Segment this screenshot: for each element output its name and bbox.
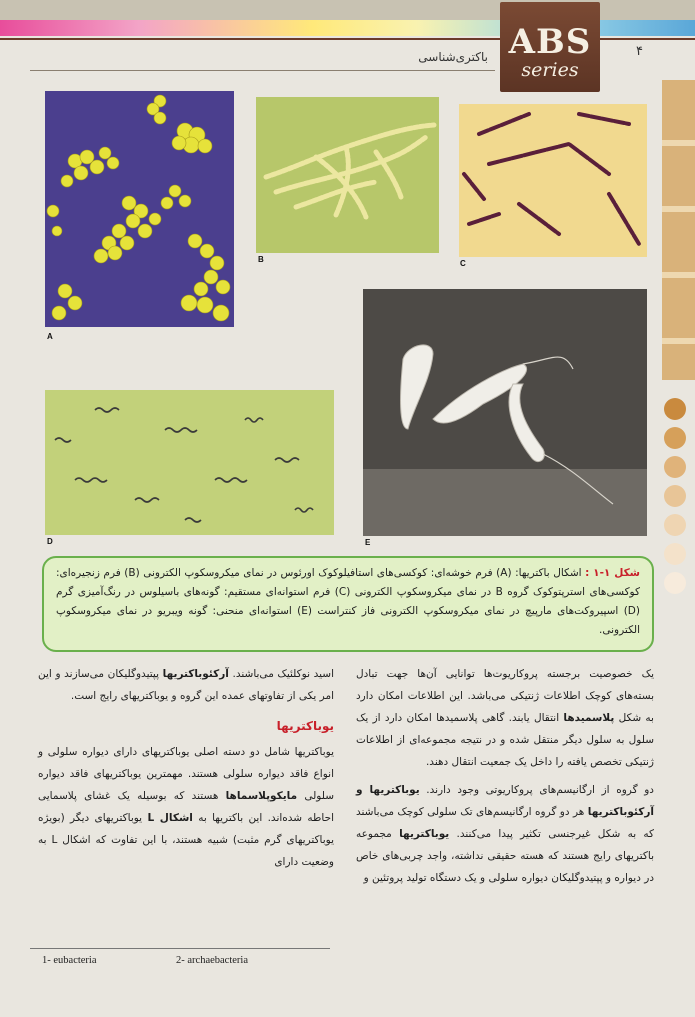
figure-photo-d: [45, 390, 334, 535]
figure-label-d: D: [47, 537, 53, 546]
figure-photo-e: [363, 289, 647, 536]
footnote-1: 1- eubacteria: [42, 955, 97, 966]
edge-tab-strip: [662, 80, 695, 380]
figure-photo-a: [45, 91, 234, 327]
page-number: ۴: [636, 44, 643, 59]
edge-dots: [664, 398, 686, 601]
abs-series-logo: [500, 2, 600, 92]
figure-photo-b: [256, 97, 439, 253]
figure-label-c: C: [460, 259, 466, 268]
subheading: یوباکتریها: [276, 719, 334, 733]
left-text-column: [38, 663, 334, 879]
figure-photo-c: [459, 104, 647, 257]
right-text-column: [356, 663, 654, 895]
paragraph: دو گروه از ارگانیسم‌های پروکاریوتی وجود دارند. یوباکتریها و آرکئوباکتریها هر دو گروه ارگانیسم‌های تک سلولی کوچک می‌باشند که به شکل غیرجنسی تکثیر پیدا می‌کنند. یوباکتریها مجموعه باکتریهای رایج هستند که هسته حقیقی نداشته، واجد چربی‌های خاص در دیواره و پپتیدوگلیکان دیواره سلولی و یک دستگاه تولید پروتئین و: [356, 784, 655, 884]
logo-sub-text: series: [521, 59, 579, 81]
paragraph: اسید نوکلئیک می‌باشند. آرکئوباکتریها پپتیدوگلیکان می‌سازند و این امر یکی از تفاوتهای عمده این گروه و یوباکتریهای رایج است.: [38, 668, 334, 702]
figure-caption: [42, 556, 654, 652]
paragraph: یک خصوصیت برجسته پروکاریوت‌ها توانایی آن‌ها جهت تبادل بسته‌های کوچک اطلاعات ژنتیکی می‌باشد. این اطلاعات امکان دارد به شکل پلاسمیدها انتقال یابند. گاهی پلاسمیدها امکان دارد از یک سلول به سلول دیگر منتقل شده و در نتیجه مجموعه‌ای از اطلاعات ژنتیکی تخصص یافته را داخل یک جمعیت انتقال دهند.: [356, 668, 654, 768]
figure-label-b: B: [258, 255, 264, 264]
figure-label-e: E: [365, 538, 371, 547]
caption-text: اشکال باکتریها: (A) فرم خوشه‌ای: کوکسی‌های استافیلوکوک اورئوس در نمای میکروسکوپ الکترونی (B) فرم زنجیره‌ای: کوکسی‌های استرپتوکوک گروه B در نمای میکروسکوپ الکترونی (C) فرم استوانه‌ای مستقیم: گونه‌های باسیلوس در رنگ‌آمیزی گرم (D) اسپیروکت‌های مارپیچ در نمای میکروسکوپ الکترونی فاز کنتراست (E) استوانه‌ای منحنی: گونه ویبریو در نمای میکروسکوپ الکترونی.: [56, 567, 640, 636]
header-rule: [30, 70, 495, 71]
figure-label-a: A: [47, 332, 53, 341]
footnote-rule: [30, 948, 330, 949]
paragraph: یوباکتریها شامل دو دسته اصلی یوباکتریهای دارای دیواره سلولی و انواع فاقد دیواره سلولی هستند. مهمترین یوباکتریهای فاقد دیواره سلولی مایکوپلاسماها هستند که بوسیله یک غشای پلاسمایی احاطه شده‌اند. این باکتریها به اشکال L یوباکتریهای دیگر (بویژه یوباکتریهای گرم مثبت) شبیه هستند، با این تفاوت که اشکال L به وضعیت دارای: [38, 746, 335, 868]
caption-figure-label: شکل ۱-۱ :: [585, 567, 640, 579]
section-title: باکتری‌شناسی: [418, 50, 488, 64]
logo-main-text: ABS: [508, 22, 592, 62]
footnote-2: 2- archaebacteria: [176, 955, 248, 966]
